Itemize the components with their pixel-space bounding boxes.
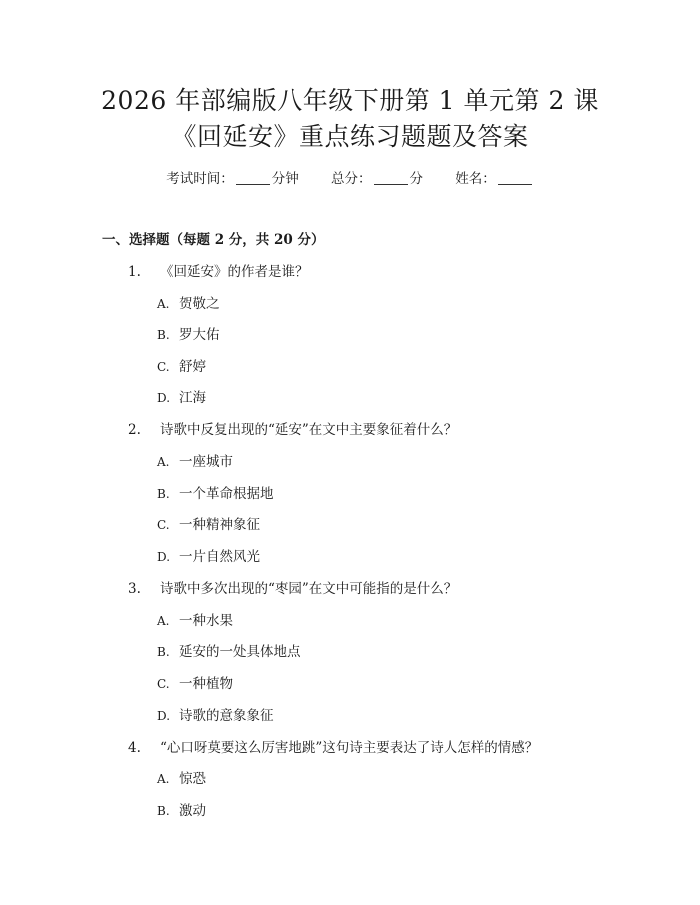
question-text: 诗歌中多次出现的“枣园”在文中可能指的是什么？ (160, 581, 458, 597)
option-letter: B. (157, 487, 170, 501)
option-letter: B. (157, 804, 170, 818)
option-text: 延安的一处具体地点 (179, 644, 301, 660)
question-1-option-b[interactable] (157, 325, 220, 345)
question-3-option-b[interactable] (157, 642, 301, 662)
option-letter: A. (157, 297, 170, 311)
total-score-label: 总分： (331, 171, 372, 187)
option-letter: B. (157, 645, 170, 659)
exam-time-blank[interactable] (236, 170, 270, 185)
option-text: 罗大佑 (179, 327, 220, 343)
question-1-option-a[interactable] (157, 294, 220, 314)
option-text: 江海 (179, 390, 206, 406)
option-text: 激动 (179, 803, 206, 819)
student-name-blank[interactable] (498, 170, 532, 185)
question-2-option-b[interactable] (157, 484, 274, 504)
question-4-option-b[interactable] (157, 801, 206, 821)
total-score-blank[interactable] (374, 170, 408, 185)
question-2 (128, 420, 457, 440)
question-number: 4. (128, 740, 141, 756)
question-1-option-c[interactable] (157, 357, 206, 377)
question-text: “心口呀莫要这么厉害地跳”这句诗主要表达了诗人怎样的情感？ (160, 740, 539, 756)
total-score (331, 169, 423, 189)
option-text: 一种植物 (179, 676, 233, 692)
section-heading: 一、选择题（每题 2 分，共 20 分） (102, 232, 325, 248)
student-name (455, 169, 534, 189)
exam-time-unit: 分钟 (271, 171, 299, 187)
total-score-unit: 分 (409, 171, 423, 187)
question-4-option-a[interactable] (157, 769, 206, 789)
page-title-line-1: 2026 年部编版八年级下册第 1 单元第 2 课 (101, 86, 599, 115)
option-letter: B. (157, 328, 170, 342)
option-letter: C. (157, 518, 170, 532)
option-text: 一座城市 (179, 454, 233, 470)
option-text: 一种精神象征 (179, 517, 260, 533)
question-3-option-c[interactable] (157, 674, 233, 694)
option-text: 惊恐 (179, 771, 206, 787)
option-letter: C. (157, 677, 170, 691)
question-text: 诗歌中反复出现的“延安”在文中主要象征着什么？ (160, 422, 458, 438)
question-2-option-a[interactable] (157, 452, 233, 472)
option-text: 一种水果 (179, 613, 233, 629)
option-letter: A. (157, 772, 170, 786)
option-text: 一个革命根据地 (179, 486, 274, 502)
question-4 (128, 738, 538, 758)
exam-time-label: 考试时间： (166, 171, 234, 187)
question-2-option-d[interactable] (157, 547, 260, 567)
question-text: 《回延安》的作者是谁？ (160, 264, 309, 280)
question-3 (128, 579, 457, 599)
option-text: 一片自然风光 (179, 549, 260, 565)
question-3-option-a[interactable] (157, 611, 233, 631)
option-letter: D. (157, 391, 171, 405)
student-name-label: 姓名： (455, 171, 496, 187)
option-letter: A. (157, 455, 170, 469)
option-letter: D. (157, 709, 171, 723)
question-1 (128, 262, 309, 282)
option-text: 舒婷 (179, 359, 206, 375)
page-title-line-2: 《回延安》重点练习题题及答案 (171, 122, 529, 151)
question-number: 3. (128, 581, 141, 597)
option-text: 诗歌的意象象征 (179, 708, 274, 724)
option-letter: A. (157, 614, 170, 628)
option-text: 贺敬之 (179, 296, 220, 312)
option-letter: C. (157, 360, 170, 374)
exam-info (0, 169, 700, 189)
question-number: 1. (128, 264, 141, 280)
question-3-option-d[interactable] (157, 706, 274, 726)
exam-time (166, 169, 299, 189)
question-1-option-d[interactable] (157, 388, 206, 408)
question-number: 2. (128, 422, 141, 438)
option-letter: D. (157, 550, 171, 564)
question-2-option-c[interactable] (157, 515, 260, 535)
